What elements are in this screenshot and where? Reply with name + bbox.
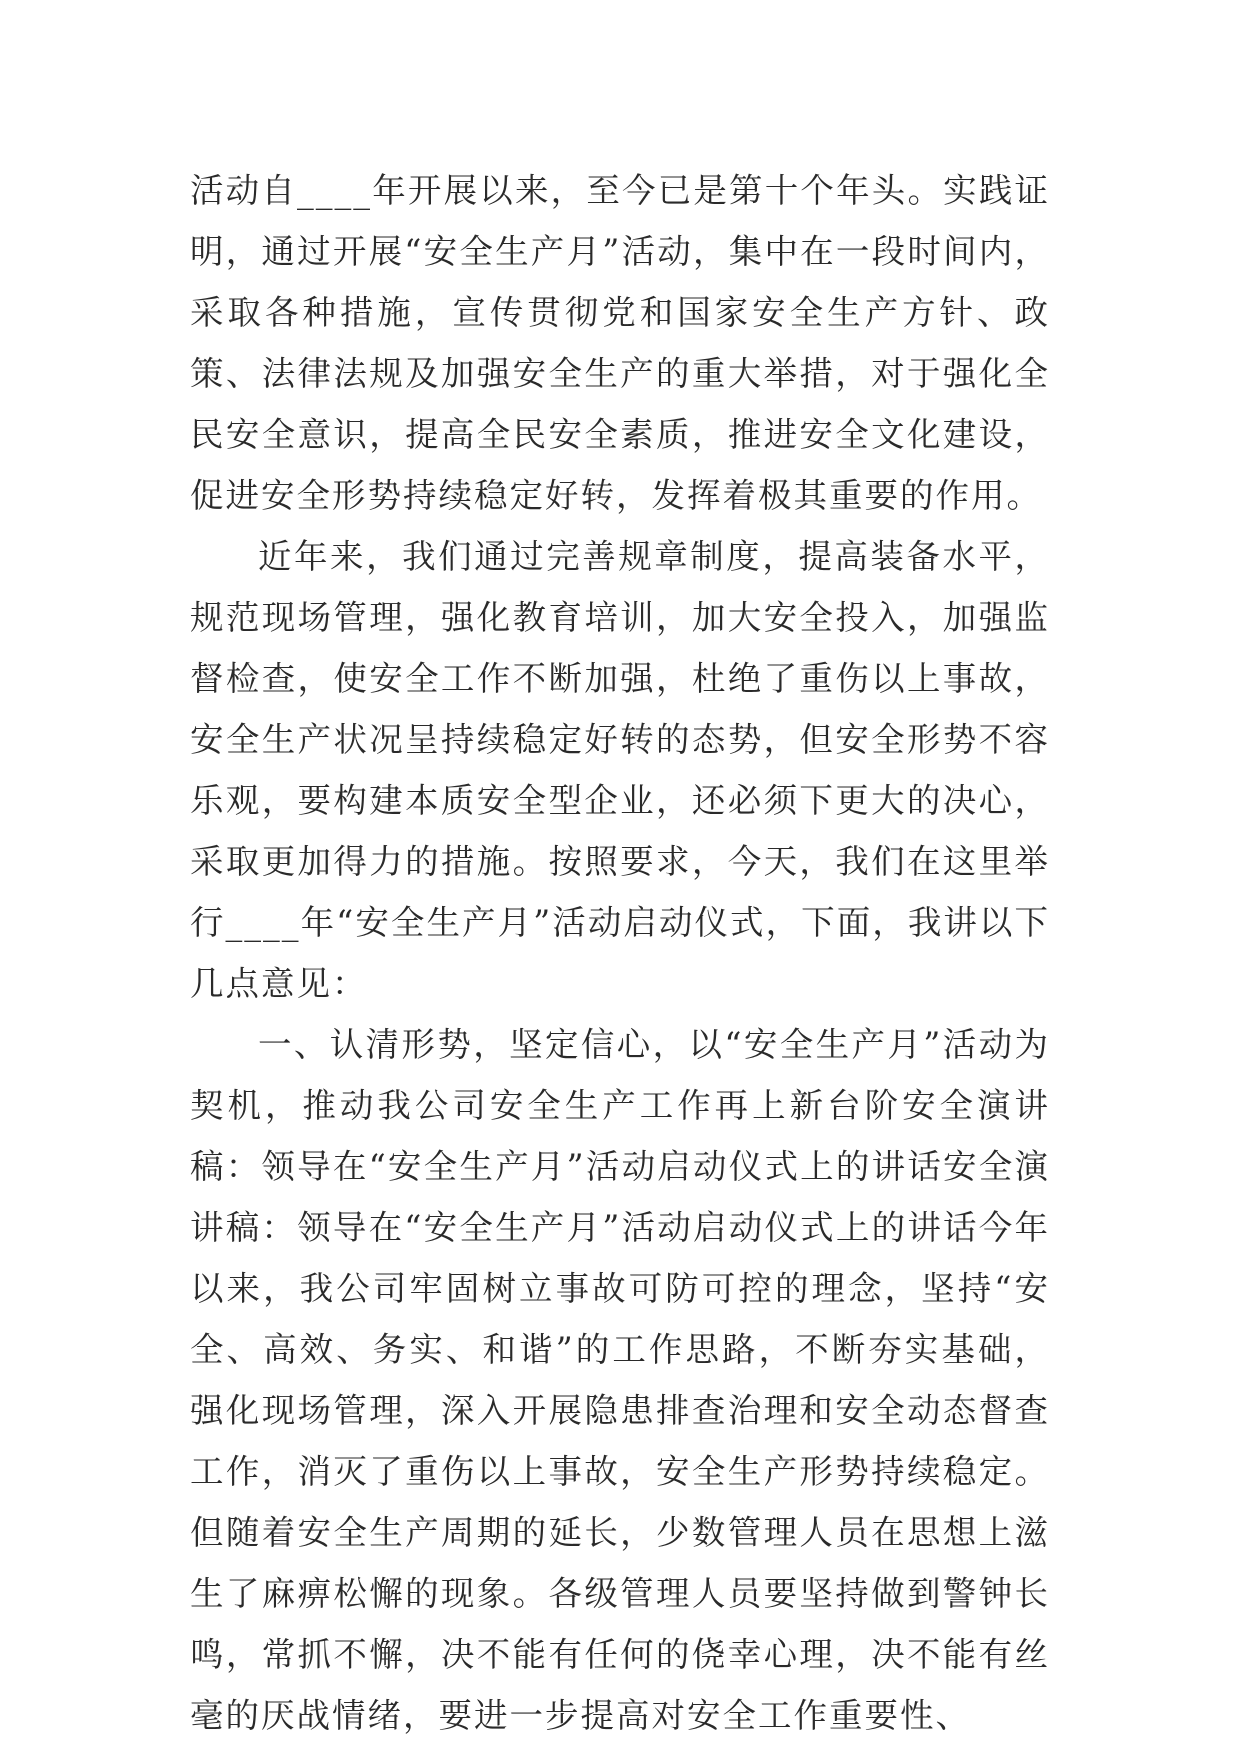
paragraph-section-one: 一、认清形势，坚定信心，以“安全生产月”活动为契机，推动我公司安全生产工作再上新台阶安全演讲稿：领导在“安全生产月”活动启动仪式上的讲话安全演讲稿：领导在“安全生产月”活动启动仪式上的讲话今年以来，我公司牢固树立事故可防可控的理念，坚持“安全、高效、务实、和谐”的工作思路，不断夯实基础，强化现场管理，深入开展隐患排查治理和安全动态督查工作，消灭了重伤以上事故，安全生产形势持续稳定。但随着安全生产周期的延长，少数管理人员在思想上滋生了麻痹松懈的现象。各级管理人员要坚持做到警钟长鸣，常抓不懈，决不能有任何的侥幸心理，决不能有丝毫的厌战情绪，要进一步提高对安全工作重要性、	[190, 1025, 1050, 1735]
paragraph-intro: 活动自____年开展以来，至今已是第十个年头。实践证明，通过开展“安全生产月”活动，集中在一段时间内，采取各种措施，宣传贯彻党和国家安全生产方针、政策、法律法规及加强安全生产的重大举措，对于强化全民安全意识，提高全民安全素质，推进安全文化建设，促进安全形势持续稳定好转，发挥着极其重要的作用。	[190, 171, 1050, 515]
paragraph-recent-years: 近年来，我们通过完善规章制度，提高装备水平，规范现场管理，强化教育培训，加大安全投入，加强监督检查，使安全工作不断加强，杜绝了重伤以上事故，安全生产状况呈持续稳定好转的态势，但安全形势不容乐观，要构建本质安全型企业，还必须下更大的决心，采取更加得力的措施。按照要求，今天，我们在这里举行____年“安全生产月”活动启动仪式，下面，我讲以下几点意见：	[190, 537, 1050, 1003]
document-body	[190, 160, 1050, 1746]
